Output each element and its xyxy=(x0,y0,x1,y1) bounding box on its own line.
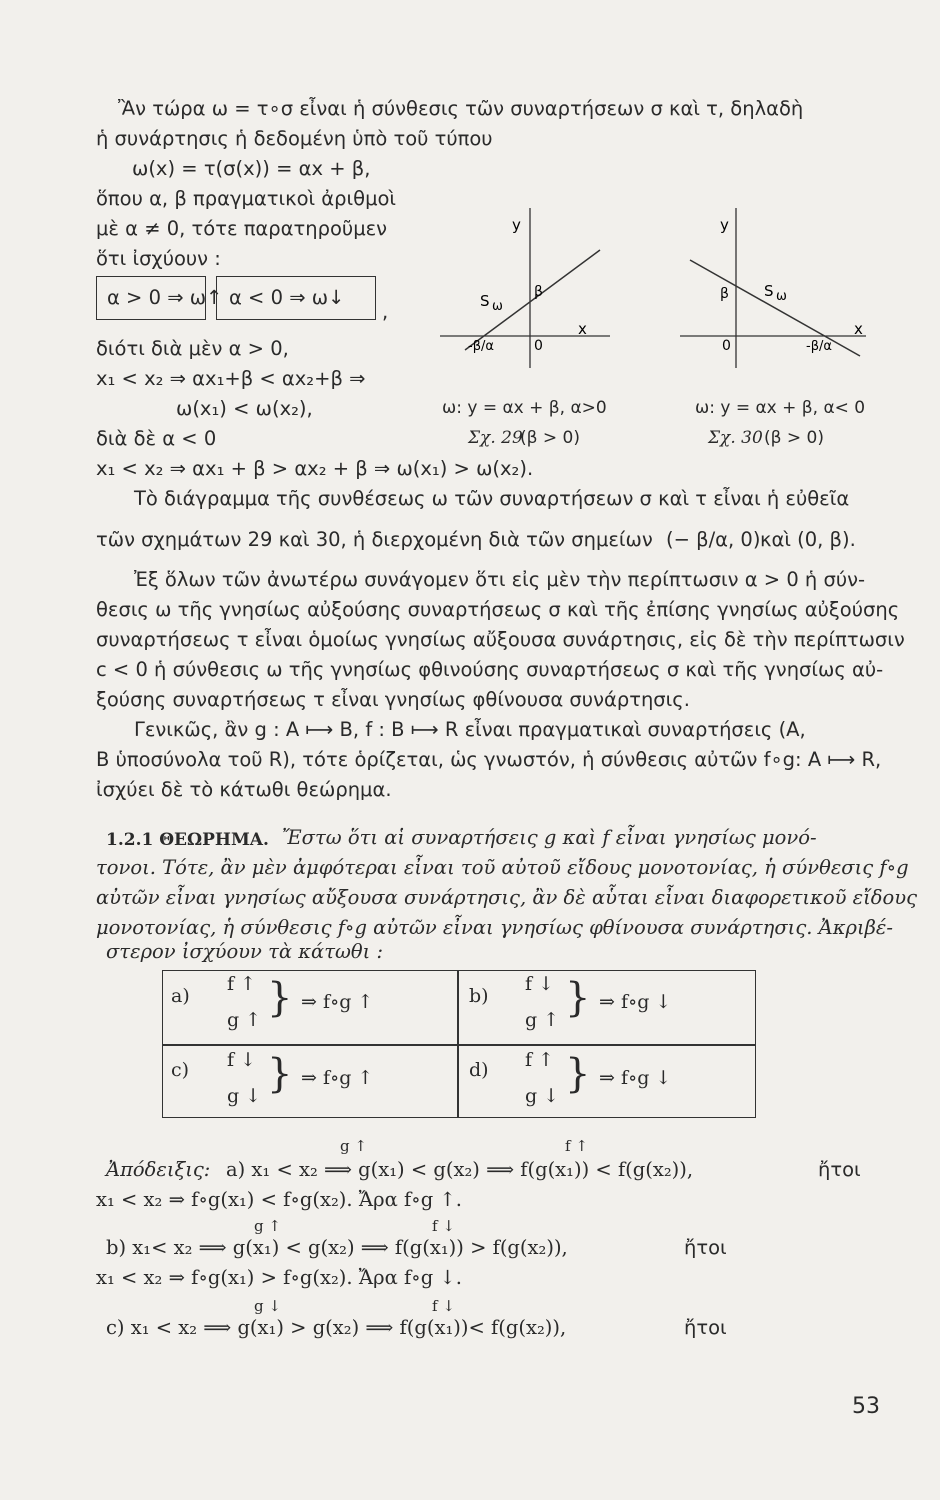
reason-line-1: διότι διὰ μὲν α > 0, xyxy=(96,337,289,360)
reason-line-5: x₁ < x₂ ⇒ αx₁ + β > αx₂ + β ⇒ ω(x₁) > ω(x₂). xyxy=(96,457,534,480)
fig29-s-label: S xyxy=(480,292,490,310)
fig29-y-label: y xyxy=(512,216,521,234)
cell-b-tag: b) xyxy=(469,985,489,1007)
cell-b-f: f ↓ xyxy=(525,973,554,995)
box-alpha-positive xyxy=(96,276,223,320)
reason-line-4: διὰ δὲ α < 0 xyxy=(96,427,217,450)
box-alpha-negative xyxy=(216,276,376,320)
cell-b-brace: } xyxy=(565,975,591,1021)
fig30-s-label: S xyxy=(764,282,774,300)
figure-30 xyxy=(670,200,870,370)
proof-b-over-g: g ↑ xyxy=(254,1217,281,1235)
cell-d-result: ⇒ f∘g ↓ xyxy=(599,1067,672,1089)
reason-line-3: ω(x₁) < ω(x₂), xyxy=(176,397,313,420)
para1-line-2: τῶν σχημάτων 29 καὶ 30, ἡ διερχομένη διὰ τῶν σημείων xyxy=(96,528,653,551)
theorem-line-2: τονοι. Τότε, ἂν μὲν ἀμφότεραι εἶναι τοῦ αὐτοῦ εἴδους μονοτονίας, ἡ σύνθεσις f∘g xyxy=(96,856,909,879)
theorem-line-5: στερον ἰσχύουν τὰ κάτωθι : xyxy=(106,940,384,963)
reason-line-2: x₁ < x₂ ⇒ αx₁+β < αx₂+β ⇒ xyxy=(96,367,366,390)
fig30-origin: 0 xyxy=(722,338,731,354)
para3-line-1: Γενικῶς, ἂν g : A ⟼ B, f : B ⟼ R εἶναι πραγματικαὶ συναρτήσεις (A, xyxy=(134,718,806,741)
proof-b-line-1-end: ἤτοι xyxy=(684,1236,727,1259)
page-number: 53 xyxy=(852,1394,880,1419)
fig30-omega: ω xyxy=(776,289,787,304)
proof-c-over-g: g ↓ xyxy=(254,1297,281,1315)
proof-c-over-f: f ↓ xyxy=(432,1297,455,1315)
cell-c-result: ⇒ f∘g ↑ xyxy=(301,1067,374,1089)
cell-a-tag: a) xyxy=(171,985,190,1007)
intro-line-4: ὅπου α, β πραγματικοὶ ἀριθμοὶ xyxy=(96,187,397,210)
proof-a-line-1-end: ἤτοι xyxy=(818,1158,861,1181)
table-horizontal-divider xyxy=(163,1044,755,1046)
intro-line-6: ὅτι ἰσχύουν : xyxy=(96,247,221,270)
para3-line-3: ἰσχύει δὲ τὸ κάτωθι θεώρημα. xyxy=(96,778,392,801)
cell-a-g: g ↑ xyxy=(227,1009,262,1031)
para1-line-1: Τὸ διάγραμμα τῆς συνθέσεως ω τῶν συναρτήσεων σ καὶ τ εἶναι ἡ εὐθεῖα xyxy=(134,487,850,510)
fig30-x-label: x xyxy=(854,320,863,338)
proof-a-line-2: x₁ < x₂ ⇒ f∘g(x₁) < f∘g(x₂). Ἄρα f∘g ↑. xyxy=(96,1188,462,1211)
fig30-line xyxy=(690,260,860,356)
proof-b-line-1: b) x₁< x₂ ⟹ g(x₁) < g(x₂) ⟹ f(g(x₁)) > f(g(x₂)), xyxy=(106,1236,568,1259)
intro-line-5: μὲ α ≠ 0, τότε παρατηροῦμεν xyxy=(96,217,388,240)
fig30-root: -β/α xyxy=(806,339,832,354)
box-comma: , xyxy=(382,300,389,323)
cell-d-tag: d) xyxy=(469,1059,489,1081)
para2-line-1: Ἐξ ὅλων τῶν ἀνωτέρω συνάγομεν ὅτι εἰς μὲν τὴν περίπτωσιν α > 0 ἡ σύν- xyxy=(134,568,866,591)
proof-c-line-1-end: ἤτοι xyxy=(684,1316,727,1339)
proof-a-over-g: g ↑ xyxy=(340,1137,367,1155)
para1-point: (− β/α, 0) xyxy=(666,528,761,551)
cell-c-g: g ↓ xyxy=(227,1085,262,1107)
para3-line-2: B ὑποσύνολα τοῦ R), τότε ὁρίζεται, ὡς γνωστόν, ἡ σύνθεσις αὐτῶν f∘g: A ⟼ R, xyxy=(96,748,882,771)
proof-a-over-f: f ↑ xyxy=(565,1137,588,1155)
theorem-line-1: Ἔστω ὅτι αἱ συναρτήσεις g καὶ f εἶναι γνησίως μονό- xyxy=(282,826,817,849)
fig29-origin: 0 xyxy=(534,338,543,354)
proof-b-over-f: f ↓ xyxy=(432,1217,455,1235)
fig30-beta: β xyxy=(720,286,729,302)
fig29-beta: β xyxy=(534,284,543,300)
para1-line-2b: καὶ (0, β). xyxy=(760,528,856,551)
proof-b-line-2: x₁ < x₂ ⇒ f∘g(x₁) > f∘g(x₂). Ἄρα f∘g ↓. xyxy=(96,1266,462,1289)
proof-label: Ἀπόδειξις: xyxy=(106,1158,211,1181)
box-alpha-positive-text: α > 0 ⇒ ω↑ xyxy=(107,286,223,309)
fig29-caption: Σχ. 29 xyxy=(468,428,523,448)
cell-d-brace: } xyxy=(565,1051,591,1097)
fig30-condition: (β > 0) xyxy=(764,428,824,448)
fig29-x-label: x xyxy=(578,320,587,338)
cell-a-f: f ↑ xyxy=(227,973,256,995)
intro-line-1: Ἂν τώρα ω = τ∘σ εἶναι ἡ σύνθεσις τῶν συναρτήσεων σ καὶ τ, δηλαδὴ xyxy=(118,97,804,120)
fig29-condition: (β > 0) xyxy=(520,428,580,448)
para2-line-2: θεσις ω τῆς γνησίως αὐξούσης συναρτήσεως σ καὶ τῆς ἐπίσης γνησίως αὐξούσης xyxy=(96,598,900,621)
theorem-number: 1.2.1 ΘΕΩΡΗΜΑ. xyxy=(106,830,269,850)
proof-a-line-1: a) x₁ < x₂ ⟹ g(x₁) < g(x₂) ⟹ f(g(x₁)) < f(g(x₂)), xyxy=(226,1158,694,1181)
box-alpha-negative-text: α < 0 ⇒ ω↓ xyxy=(229,286,345,309)
fig29-root: -β/α xyxy=(468,339,494,354)
para2-line-4: c < 0 ἡ σύνθεσις ω τῆς γνησίως φθινούσης συναρτήσεως σ καὶ τῆς γνησίως αὐ- xyxy=(96,658,884,681)
fig29-equation: ω: y = αx + β, α>0 xyxy=(442,398,607,418)
cell-d-g: g ↓ xyxy=(525,1085,560,1107)
para2-line-5: ξούσης συναρτήσεως τ εἶναι γνησίως φθίνουσα συνάρτησις. xyxy=(96,688,690,711)
monotonicity-table xyxy=(162,970,756,1118)
theorem-line-3: αὐτῶν εἶναι γνησίως αὔξουσα συνάρτησις, ἂν δὲ αὗται εἶναι διαφορετικοῦ εἴδους xyxy=(96,886,918,909)
cell-d-f: f ↑ xyxy=(525,1049,554,1071)
cell-c-f: f ↓ xyxy=(227,1049,256,1071)
intro-line-3: ω(x) = τ(σ(x)) = αx + β, xyxy=(132,157,371,180)
fig29-omega: ω xyxy=(492,299,503,314)
proof-c-line-1: c) x₁ < x₂ ⟹ g(x₁) > g(x₂) ⟹ f(g(x₁))< f(g(x₂)), xyxy=(106,1316,567,1339)
fig30-y-label: y xyxy=(720,216,729,234)
cell-b-result: ⇒ f∘g ↓ xyxy=(599,991,672,1013)
intro-line-2: ἡ συνάρτησις ἡ δεδομένη ὑπὸ τοῦ τύπου xyxy=(96,127,493,150)
cell-a-result: ⇒ f∘g ↑ xyxy=(301,991,374,1013)
cell-c-brace: } xyxy=(267,1051,293,1097)
cell-a-brace: } xyxy=(267,975,293,1021)
fig30-caption: Σχ. 30 xyxy=(708,428,763,448)
cell-c-tag: c) xyxy=(171,1059,190,1081)
cell-b-g: g ↑ xyxy=(525,1009,560,1031)
fig30-equation: ω: y = αx + β, α< 0 xyxy=(695,398,866,418)
theorem-line-4: μονοτονίας, ἡ σύνθεσις f∘g αὐτῶν εἶναι γνησίως φθίνουσα συνάρτησις. Ἀκριβέ- xyxy=(96,916,893,939)
figure-29 xyxy=(430,200,610,370)
para2-line-3: συναρτήσεως τ εἶναι ὁμοίως γνησίως αὔξουσα συνάρτησις, εἰς δὲ τὴν περίπτωσιν xyxy=(96,628,905,651)
